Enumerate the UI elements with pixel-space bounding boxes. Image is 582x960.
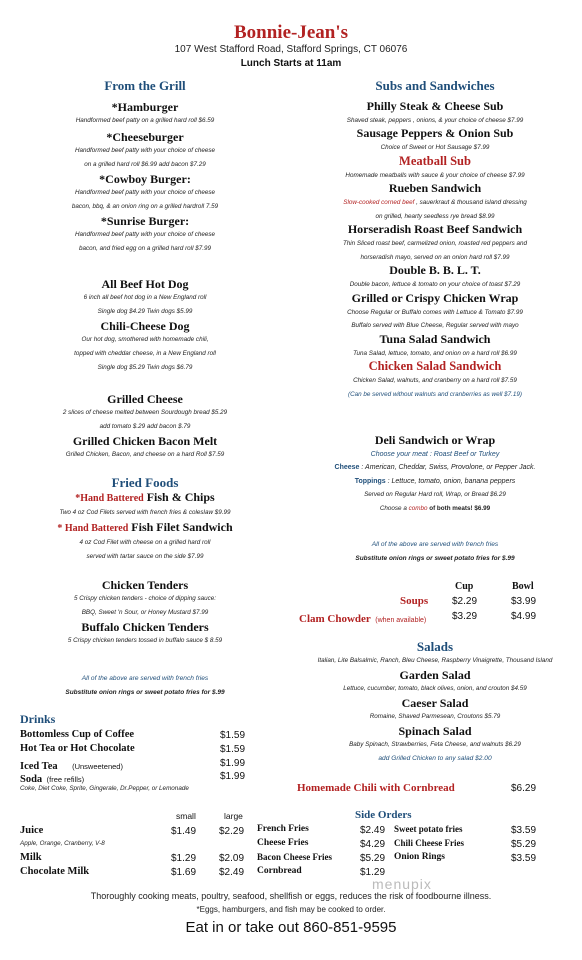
tea-price: $1.59 (220, 744, 246, 755)
juice-large-price: $2.29 (219, 826, 245, 837)
fries-note: All of the above are served with french fries (81, 675, 209, 682)
item-cheese-fries: Cheese Fries (257, 838, 309, 848)
small-header: small (176, 811, 196, 821)
desc-horseradish-2: horseradish mayo, served on an onion hard roll $7.99 (360, 253, 510, 261)
desc-rueben-1: , sauerkraut & thousand island dressing (414, 198, 527, 206)
desc-hamburger: Handformed beef patty on a grilled hard roll $6.59 (75, 117, 215, 124)
coffee-price: $1.59 (220, 730, 246, 741)
soda-price: $1.99 (220, 771, 246, 782)
deli-combo-c: of both meats! $6.99 (427, 504, 491, 512)
iced-tea-price: $1.99 (220, 758, 246, 769)
phone-line: Eat in or take out 860-851-9595 (185, 919, 397, 936)
item-rueben: Rueben Sandwich (388, 181, 482, 196)
section-fried: Fried Foods (111, 475, 179, 490)
desc-rueben-corned-beef: Slow-cooked corned beef (343, 198, 415, 206)
item-soda: Soda (20, 774, 43, 785)
tenders-items (5, 578, 285, 648)
chowder-row (299, 609, 426, 627)
item-sunrise-burger: *Sunrise Burger: (100, 214, 190, 228)
item-chicken-tenders: Chicken Tenders (101, 578, 189, 592)
cornbread-price: $1.29 (360, 867, 386, 878)
section-drinks: Drinks (20, 712, 56, 726)
desc-chili-dog-1: Our hot dog, smothered with homemade chili, (81, 336, 209, 343)
item-hot-dog: All Beef Hot Dog (101, 277, 189, 291)
item-chili-cheese-dog: Chili-Cheese Dog (100, 319, 190, 333)
desc-fish-filet-1: 4 oz Cod Filet with cheese on a grilled hard roll (79, 539, 211, 546)
desc-chili-dog-2: topped with cheddar cheese, in a New England roll (74, 350, 216, 357)
salads-section (290, 640, 580, 766)
grill-items (5, 100, 285, 256)
dressings: Italian, Lite Balsalmic, Ranch, Bleu Cheese, Raspberry Vinaigrette, Thousand Island (317, 657, 553, 664)
subs-items (290, 100, 580, 401)
right-column (290, 78, 580, 94)
hotdog-items (5, 277, 285, 375)
chocolate-milk-small-price: $1.69 (171, 867, 197, 878)
deli-meat: Choose your meat : Roast Beef or Turkey (370, 450, 500, 458)
chili-cheese-fries-price: $5.29 (511, 839, 537, 850)
item-chicken-salad-sandwich: Chicken Salad Sandwich (368, 359, 502, 374)
item-hamburger: *Hamburger (111, 100, 179, 114)
section-grill: From the Grill (104, 78, 186, 93)
juice-list: Apple, Orange, Cranberry, V-8 (20, 840, 105, 847)
item-french-fries: French Fries (257, 824, 309, 834)
fries-substitute: Substitute onion rings or sweet potato fries for $.99 (65, 689, 225, 696)
deli-cheese-label: Cheese (334, 464, 360, 471)
add-chicken-note: add Grilled Chicken to any salad $2.00 (378, 755, 492, 762)
watermark: menupix (372, 876, 432, 892)
item-chocolate-milk: Chocolate Milk (20, 866, 90, 877)
chowder-label: Clam Chowder (299, 613, 371, 625)
soda-list: Coke, Diet Coke, Sprite, Gingerale, Dr.Pepper, or Lemonade (20, 785, 189, 792)
iced-tea-note: (Unsweetened) (72, 762, 123, 771)
deli-items (290, 434, 580, 515)
desc-fish-chips: Two 4 oz Cod Filets served with french fries & coleslaw $9.99 (59, 509, 231, 516)
item-chicken-bacon-melt: Grilled Chicken Bacon Melt (72, 434, 218, 448)
milk-large-price: $2.09 (219, 853, 245, 864)
item-horseradish: Horseradish Roast Beef Sandwich (347, 222, 523, 237)
item-philly: Philly Steak & Cheese Sub (366, 99, 504, 113)
right-fries-note (290, 538, 580, 566)
desc-buffalo: 5 Crispy chicken tenders tossed in buffalo sauce $ 8.59 (67, 637, 223, 644)
deli-combo-b: combo (408, 504, 428, 512)
restaurant-name: Bonnie-Jean's (233, 22, 349, 43)
deli-toppings-label: Toppings (354, 477, 386, 485)
section-salads: Salads (416, 639, 454, 654)
item-blt: Double B. B. L. T. (389, 263, 481, 278)
bacon-cheese-fries-price: $5.29 (360, 853, 386, 864)
desc-chicken-bacon-melt: Grilled Chicken, Bacon, and cheese on a hard Roll $7.59 (65, 451, 225, 458)
fries-note-right: All of the above are served with french fries (371, 541, 499, 548)
food-safety-warning: Thoroughly cooking meats, poultry, seafood, shellfish or eggs, reduces the risk of foodbourne illness. (90, 891, 492, 901)
french-fries-price: $2.49 (360, 825, 386, 836)
item-chicken-wrap: Grilled or Crispy Chicken Wrap (351, 290, 519, 305)
section-subs: Subs and Sandwiches (375, 78, 495, 93)
bowl-header: Bowl (512, 581, 534, 592)
item-caeser-salad: Caeser Salad (401, 696, 469, 710)
item-sausage: Sausage Peppers & Onion Sub (356, 126, 514, 141)
chocolate-milk-large-price: $2.49 (219, 867, 245, 878)
juice-small-price: $1.49 (171, 826, 197, 837)
item-tuna: Tuna Salad Sandwich (379, 331, 491, 346)
desc-caeser: Romaine, Shaved Parmesean, Croutons $5.79 (369, 713, 501, 720)
desc-grilled-cheese-2: add tomato $.29 add bacon $.79 (99, 423, 191, 430)
item-fish-chips: Fish & Chips (143, 490, 215, 504)
large-header: large (224, 811, 243, 821)
item-cornbread: Cornbread (257, 866, 302, 876)
fries-substitute-right: Substitute onion rings or sweet potato fries for $.99 (355, 555, 515, 562)
desc-blt: Double bacon, lettuce & tomato on your choice of toast $7.29 (349, 281, 521, 289)
item-chili-cheese-fries: Chili Cheese Fries (394, 838, 464, 848)
desc-chili-dog-3: Single dog $5.29 Twin dogs $6.79 (97, 364, 193, 371)
desc-horseradish-1: Thin Sliced roast beef, carmelized onion, roasted red peppers and (342, 240, 528, 248)
desc-grilled-cheese-1: 2 slices of cheese melted between Sourdough bread $5.29 (62, 409, 228, 416)
soda-note: (free refills) (46, 775, 85, 784)
item-iced-tea: Iced Tea (20, 761, 58, 772)
cheese-fries-price: $4.29 (360, 839, 386, 850)
desc-fish-filet-2: served with tartar sauce on the side $7.99 (86, 553, 204, 560)
item-cowboy-burger: *Cowboy Burger: (99, 172, 191, 186)
chili-price: $6.29 (511, 783, 537, 794)
desc-tuna: Tuna Salad, lettuce, tomato, and onion on a hard roll $6.99 (353, 349, 517, 357)
chowder-cup-price: $3.29 (452, 611, 478, 622)
desc-rueben-2: on grilled, hearty seedless rye bread $8.99 (375, 212, 495, 220)
milk-small-price: $1.29 (171, 853, 197, 864)
item-grilled-cheese: Grilled Cheese (107, 392, 183, 406)
deli-combo-a: Choose a (379, 504, 409, 512)
desc-tenders-1: 5 Crispy chicken tenders - choice of dipping sauce: (73, 595, 217, 602)
chowder-note: (when available) (375, 617, 427, 624)
item-spinach-salad: Spinach Salad (398, 724, 472, 738)
item-coffee: Bottomless Cup of Coffee (20, 729, 135, 740)
hand-battered-label: * Hand Battered (57, 523, 129, 534)
chowder-bowl-price: $4.99 (511, 611, 537, 622)
item-cheeseburger: *Cheeseburger (106, 130, 184, 144)
left-column (5, 78, 285, 94)
item-bacon-cheese-fries: Bacon Cheese Fries (257, 852, 332, 862)
item-tea: Hot Tea or Hot Chocolate (20, 743, 135, 754)
section-side-orders: Side Orders (355, 809, 412, 821)
item-fish-filet: Fish Filet Sandwich (128, 520, 233, 534)
desc-cheeseburger-1: Handformed beef patty with your choice of cheese (74, 147, 215, 154)
item-chili: Homemade Chili with Cornbread (297, 782, 455, 794)
desc-tenders-2: BBQ, Sweet 'n Sour, or Honey Mustard $7.99 (81, 609, 209, 616)
desc-wrap-2: Buffalo served with Blue Cheese, Regular served with mayo (351, 322, 519, 330)
item-milk: Milk (20, 852, 42, 863)
hours: Lunch Starts at 11am (240, 58, 342, 69)
desc-chicken-salad-1: Chicken Salad, walnuts, and cranberry on a hard roll $7.59 (353, 377, 517, 385)
soups-label: Soups (400, 595, 429, 607)
soups-cup-price: $2.29 (452, 596, 478, 607)
desc-garden: Lettuce, cucumber, tomato, black olives, onion, and crouton $4.59 (343, 685, 527, 692)
sweet-potato-fries-price: $3.59 (511, 825, 537, 836)
desc-cowboy-2: bacon, bbq, & an onion ring on a grilled hardroll 7.59 (71, 203, 219, 210)
desc-sunrise-2: bacon, and fried egg on a grilled hard roll $7.99 (79, 245, 211, 252)
desc-hot-dog-2: Single dog $4.29 Twin dogs $5.99 (97, 308, 193, 315)
desc-sunrise-1: Handformed beef patty with your choice of cheese (74, 231, 215, 238)
onion-rings-price: $3.59 (511, 853, 537, 864)
desc-wrap-1: Choose Regular or Buffalo comes with Lettuce & Tomato $7.99 (347, 308, 523, 316)
soups-bowl-price: $3.99 (511, 596, 537, 607)
left-fries-note (5, 672, 285, 700)
desc-spinach: Baby Spinach, Strawberries, Feta Cheese, and walnuts $6.29 (349, 741, 521, 748)
deli-served: Served on Regular Hard roll, Wrap, or Bread $6.29 (364, 491, 506, 498)
desc-sausage: Choice of Sweet or Hot Sausage $7.99 (380, 144, 490, 152)
desc-hot-dog-1: 6 inch all beef hot dog in a New England roll (83, 294, 207, 301)
desc-cheeseburger-2: on a grilled hard roll $6.99 add bacon $7.29 (84, 161, 206, 168)
address: 107 West Stafford Road, Stafford Springs, CT 06076 (174, 44, 408, 55)
desc-philly: Shaved steak, peppers , onions, & your choice of cheese $7.99 (346, 116, 524, 124)
deli-toppings: : Lettuce, tomato, onion, banana peppers (385, 477, 516, 485)
item-garden-salad: Garden Salad (399, 668, 471, 682)
deli-cheese: : American, Cheddar, Swiss, Provolone, or Pepper Jack. (359, 464, 536, 471)
item-onion-rings: Onion Rings (394, 852, 445, 862)
item-buffalo-tenders: Buffalo Chicken Tenders (81, 620, 209, 634)
item-deli: Deli Sandwich or Wrap (374, 433, 496, 447)
fried-items (5, 476, 285, 564)
item-juice: Juice (20, 825, 44, 836)
cup-header: Cup (455, 581, 474, 592)
cooked-to-order-note: *Eggs, hamburgers, and fish may be cooked to order. (196, 905, 386, 914)
desc-chicken-salad-2: (Can be served without walnuts and cranberries as well $7.19) (348, 390, 522, 398)
item-meatball: Meatball Sub (399, 153, 471, 168)
hand-battered-label: *Hand Battered (75, 493, 144, 504)
desc-cowboy-1: Handformed beef patty with your choice of cheese (74, 189, 215, 196)
desc-meatball: Homemade meatballs with sauce & your choice of cheese $7.99 (345, 171, 525, 179)
cheese-items (5, 392, 285, 462)
item-sweet-potato-fries: Sweet potato fries (394, 824, 463, 834)
